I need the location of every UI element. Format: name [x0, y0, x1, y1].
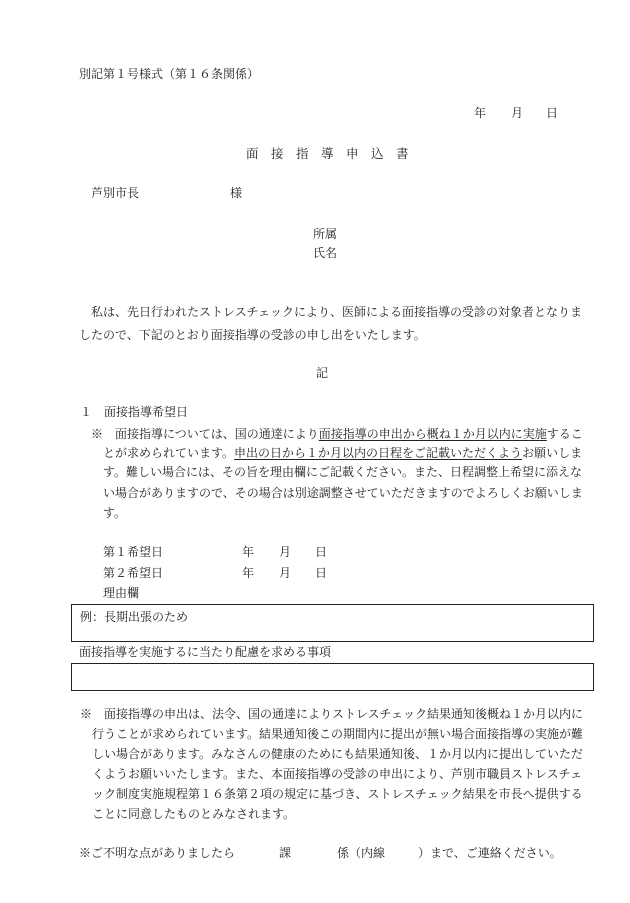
section1-note-line-1	[91, 428, 583, 440]
intro-line-1: 私は、先日行われたストレスチェックにより、医師による面接指導の受診の対象者となりま	[91, 305, 583, 319]
addressee-name: 芦別市長	[91, 186, 140, 200]
first-choice-day: 日	[315, 545, 328, 559]
contact-ka: 課	[279, 846, 292, 860]
section1-heading: １ 面接指導希望日	[80, 405, 189, 419]
second-choice-year: 年	[242, 566, 255, 580]
first-choice-year: 年	[242, 545, 255, 559]
second-choice-label: 第２希望日	[103, 566, 164, 580]
intro-line-2: したので、下記のとおり面接指導の受診の申し出をいたします。	[79, 328, 426, 342]
date-month-label: 月	[511, 106, 524, 120]
ki-heading: 記	[316, 366, 329, 380]
reason-label: 理由欄	[103, 586, 140, 600]
footnote-line-5: ック制度実施規程第１６条第２項の規定に基づき、ストレスチェック結果を市長へ提供する	[92, 787, 583, 801]
first-choice-month: 月	[279, 545, 292, 559]
name-label: 氏名	[313, 246, 338, 260]
contact-prefix: ※ご不明な点がありましたら	[79, 846, 236, 860]
note-text: とが求められています。	[103, 446, 235, 460]
note-underlined-text: 面接指導の申出から概ね１か月以内に実施	[318, 427, 547, 441]
note-text: ※ 面接指導については、国の通達により	[91, 427, 319, 441]
section1-note-line-5: す。	[103, 506, 127, 520]
date-year-label: 年	[474, 106, 487, 120]
form-number: 別記第１号様式（第１６条関係）	[79, 67, 260, 81]
section1-note-line-2	[103, 447, 582, 459]
second-choice-day: 日	[315, 566, 328, 580]
section1-note-line-3: す。難しい場合には、その旨を理由欄にご記載ください。また、日程調整上希望に添えな	[103, 465, 583, 479]
considerations-label: 面接指導を実施するに当たり配慮を求める事項	[79, 645, 332, 659]
footnote-line-2: 行うことが求められています。結果通知後この期間内に提出が無い場合面接指導の実施が難	[92, 727, 584, 741]
section1-note-line-4: い場合がありますので、その場合は別途調整させていただきますのでよろしくお願いしま	[103, 486, 583, 500]
reason-field-value: 例：長期出張のため	[80, 610, 189, 624]
reason-field[interactable]	[71, 604, 594, 642]
contact-kakari: 係（内線	[337, 846, 386, 860]
considerations-field[interactable]	[71, 663, 594, 691]
contact-suffix: ）まで、ご連絡ください。	[418, 846, 562, 860]
footnote-line-3: しい場合があります。みなさんの健康のためにも結果通知後、１か月以内に提出していただ	[92, 747, 584, 761]
footnote-line-4: くようお願いいたします。また、本面接指導の受診の申出により、芦別市職員ストレスチェ	[92, 767, 583, 781]
page-title: 面 接 指 導 申 込 書	[246, 146, 409, 161]
date-day-label: 日	[546, 106, 559, 120]
footnote-line-1: ※ 面接指導の申出は、法令、国の通達によりストレスチェック結果通知後概ね１か月以内に	[80, 707, 584, 721]
addressee-honorific: 様	[230, 186, 243, 200]
note-text: するこ	[546, 427, 583, 441]
note-underlined-text: 申出の日から１か月以内の日程をご記載いただくよう	[234, 446, 523, 460]
second-choice-month: 月	[279, 566, 292, 580]
affiliation-label: 所属	[313, 227, 338, 241]
note-text: お願いしま	[522, 446, 583, 460]
footnote-line-6: ことに同意したものとみなされます。	[92, 807, 296, 821]
first-choice-label: 第１希望日	[103, 545, 164, 559]
